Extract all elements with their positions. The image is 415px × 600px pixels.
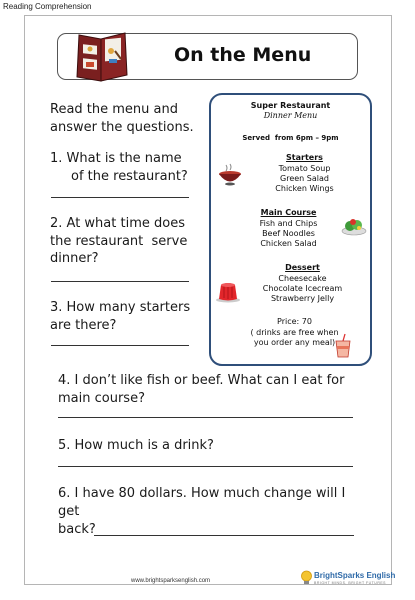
drink-cup-icon <box>333 333 353 359</box>
menu-starter-item: Tomato Soup <box>278 164 331 173</box>
question-4-line-2: main course? <box>58 391 145 406</box>
menu-starters-heading: Starters <box>286 153 323 162</box>
question-6-line-2: get <box>58 504 80 519</box>
brand-tagline: BRIGHT MINDS, BRIGHT FUTURES <box>314 581 387 585</box>
lightbulb-icon <box>300 570 313 586</box>
question-2-line-1: 2. At what time does <box>50 216 185 231</box>
question-1 <box>50 150 188 185</box>
menu-main-heading: Main Course <box>260 208 317 217</box>
menu-board-icon <box>71 29 133 85</box>
question-6-line-3: back? <box>58 522 96 537</box>
question-4 <box>58 372 344 408</box>
jelly-icon <box>215 279 241 303</box>
menu-dessert-item: Cheesecake <box>278 274 327 283</box>
question-5-line-1: 5. How much is a drink? <box>58 438 214 453</box>
question-2-line-3: dinner? <box>50 251 99 266</box>
question-1-line-2: of the restaurant? <box>71 168 188 184</box>
question-4-line-1: 4. I don’t like fish or beef. What can I eat for <box>58 373 345 388</box>
menu-dessert-item: Strawberry Jelly <box>270 294 335 303</box>
brand-logo <box>300 570 396 591</box>
page-title: On the Menu <box>174 44 312 66</box>
menu-dessert-item: Chocolate Icecream <box>262 284 343 293</box>
instructions <box>50 101 194 136</box>
menu-note-line-1: ( drinks are free when <box>250 328 339 337</box>
answer-line-6[interactable] <box>94 535 354 536</box>
question-2-line-2: the restaurant serve <box>50 233 188 249</box>
soup-bowl-icon <box>217 163 243 187</box>
salad-plate-icon <box>341 215 367 237</box>
question-6 <box>58 485 345 539</box>
brand-name: BrightSparks English <box>314 571 396 580</box>
answer-line-2[interactable] <box>51 281 189 282</box>
question-2 <box>50 215 187 268</box>
menu-main-item: Beef Noodles <box>262 229 315 238</box>
menu-starter-item: Green Salad <box>280 174 329 183</box>
answer-line-5[interactable] <box>58 466 353 467</box>
menu-card <box>209 93 372 366</box>
menu-dessert-heading: Dessert <box>285 263 320 272</box>
footer-url: www.brightsparksenglish.com <box>131 578 211 584</box>
question-3-line-1: 3. How many starters <box>50 300 191 315</box>
answer-line-4[interactable] <box>58 417 353 418</box>
menu-note-line-2: you order any meal) <box>253 338 336 347</box>
page-header-label: Reading Comprehension <box>3 2 92 11</box>
menu-hours: Served from 6pm – 9pm <box>242 134 339 142</box>
question-5 <box>58 437 214 455</box>
menu-subtitle: Dinner Menu <box>263 111 318 120</box>
question-6-line-1: 6. I have 80 dollars. How much change will I <box>58 486 346 501</box>
menu-restaurant-name: Super Restaurant <box>250 101 331 110</box>
question-3 <box>50 299 190 334</box>
menu-main-item: Fish and Chips <box>259 219 318 228</box>
answer-line-1[interactable] <box>51 197 189 198</box>
menu-price: Price: 70 <box>277 317 312 326</box>
menu-main-item: Chicken Salad <box>260 239 317 248</box>
instructions-line-1: Read the menu and <box>50 102 178 117</box>
question-3-line-2: are there? <box>50 317 117 333</box>
question-1-line-1: 1. What is the name <box>50 151 182 166</box>
menu-starter-item: Chicken Wings <box>275 184 334 193</box>
instructions-line-2: answer the questions. <box>50 119 194 135</box>
answer-line-3[interactable] <box>51 345 189 346</box>
